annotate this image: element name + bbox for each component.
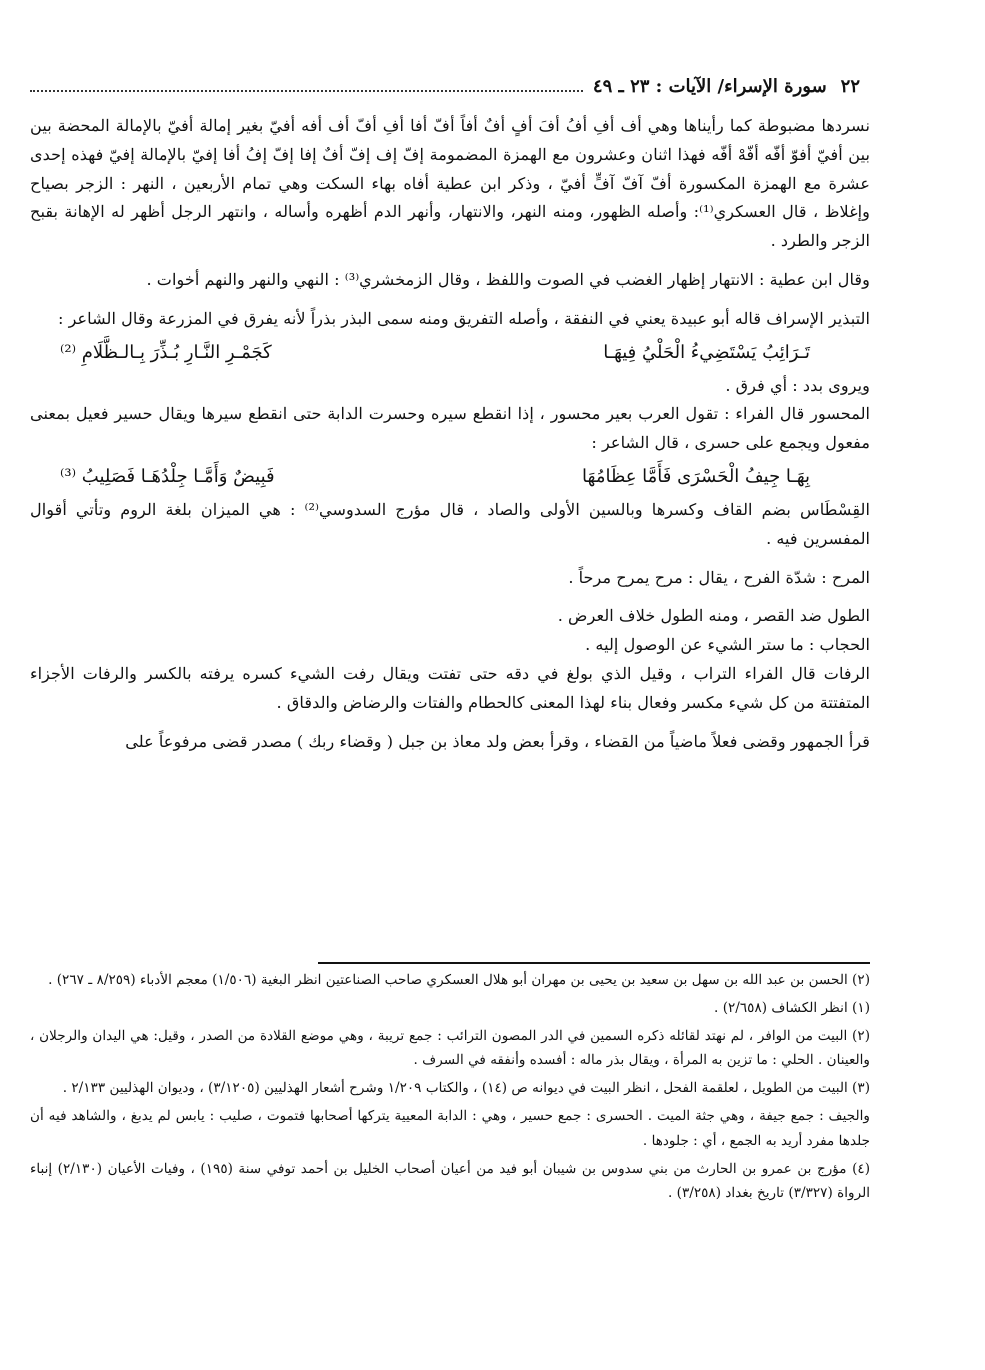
main-text <box>30 112 870 756</box>
poetry-verse <box>30 334 870 372</box>
paragraph: قرأ الجمهور وقضى فعلاً ماضياً من القضاء ، وقرأ بعض ولد معاذ بن جبل ( وقضاء ربك ) مصدر قضى مرفوعاً على <box>125 731 870 751</box>
footnote: (٣) البيت من الطويل ، لعلقمة الفحل ، انظر البيت في ديوانه ص (١٤) ، والكتاب ١/٢٠٩ وشرح أشعار الهذليين (٣/١٢٠٥) ، وديوان الهذليين ٢/١٣٣ . <box>62 1080 870 1097</box>
paragraph: الطول ضد القصر ، ومنه الطول خلاف العرض . <box>557 606 870 626</box>
paragraph: الرفات قال الفراء التراب ، وقيل الذي بولغ في دقه حتى تفتت ويقال رفت الشيء كسره يرفته بالكسر والرفات الأجزاء المتفتتة من كل شيء مكسر وفعال بناء لهذا المعنى كالحطام والفتات والرضاض والدقاق . <box>30 663 870 712</box>
footnote: (٢) الحسن بن عبد الله بن سهل بن سعيد بن يحيى بن مهران أبو هلال العسكري صاحب الصناعتين انظر البغية (١/٥٠٦) معجم الأدباء (٨/٢٥٩ ـ ٢٦٧) . <box>48 972 870 988</box>
page-number: ٢٢ <box>840 75 860 97</box>
footnote: (٢) البيت من الوافر ، لم نهتد لقائله ذكره السمين في الدر المصون الترائب : جمع تريبة ، وهي موضع القلادة من الصدر ، وقيل: هي اليدان والرجلان ، والعينان . الحلي : ما تزين به المرأة ، ويقال بذر ماله : أفسده وأنفقه في السرف . <box>30 1027 870 1069</box>
running-title: سورة الإسراء/ الآيات : ٢٣ ـ ٤٩ <box>592 75 827 97</box>
paragraph: التبذير الإسراف قاله أبو عبيدة يعني في النفقة ، وأصله التفريق ومنه سمى البذر بذراً لأنه يفرق في المزرعة وقال الشاعر : <box>57 308 870 328</box>
verse-first-hemistich: بِهَـا جِيفُ الْحَسْرَى فَأَمَّا عِظَامُهَا <box>582 465 810 487</box>
paragraph: ويروى بدد : أي فرق . <box>725 375 870 395</box>
paragraph: المرح : شدّة الفرح ، يقال : مرح يمرح مرحاً . <box>568 567 870 587</box>
paragraph: القِسْطَاس بضم القاف وكسرها وبالسين الأولى والصاد ، قال مؤرج السدوسي⁽²⁾ : هي الميزان بلغة الروم وتأتي أقوال المفسرين فيه . <box>30 499 870 548</box>
verse-second-hemistich: كَجَمْـرِ النَّـارِ بُـذِّرَ بِـالـظَّلَامِ ⁽²⁾ <box>60 341 272 363</box>
paragraph: الحجاب : ما ستر الشيء عن الوصول إليه . <box>585 635 870 655</box>
header-leader-dots <box>30 80 583 92</box>
page-header <box>20 70 860 102</box>
footnote: (١) انظر الكشاف (٢/٦٥٨) . <box>714 999 870 1016</box>
verse-second-hemistich: فَبِيضٌ وَأَمَّـا جِلْدُهَـا فَصَلِيبُ ⁽³⁾ <box>60 465 275 487</box>
verse-first-hemistich: تَـرَائِبُ يَسْتَضِيءُ الْحَلْيُ فِيهَـا <box>603 341 810 363</box>
footnotes <box>30 968 870 1209</box>
paragraph: وقال ابن عطية : الانتهار إظهار الغضب في الصوت واللفظ ، وقال الزمخشري⁽³⁾ : النهي والنهر والنهم أخوات . <box>146 269 870 289</box>
footnote-separator <box>318 962 870 964</box>
footnote: والجيف : جمع جيفة ، وهي جثة الميت . الحسرى : جمع حسير ، وهي : الدابة المعيية يتركها أصحابها فتموت ، صليب : يابس لم يدبغ ، والشاهد فيه أن جلدها مفرد أريد به الجمع ، أي : جلودها . <box>30 1107 870 1149</box>
paragraph: نسردها مضبوطة كما رأيناها وهي أف أفِ أفُ أفَ أفٍ أفٌ أفاً أفّ أفا أفِ أفّ أف أفه أفيّ بغير إمالة أفيّ بالإمالة المحضة بين بين أفيّ أفوّ أفّه أفّهْ أفّه فهذا اثنان وعشرون مع الهمزة المضمومة إفّ إف إفّ أفٌ إفا إفّ إفُ أفا إفيّ بالإمالة إفيّ فهذه إحدى عشرة مع الهمزة المكسورة أفّ آفّ آفٍّ أفيّ ، وذكر ابن عطية أفاه بهاء السكت وهي تمام الأربعين ، النهر : الزجر بصياح وإغلاظ ، قال العسكري⁽¹⁾: وأصله الظهور، ومنه النهر، والانتهار، وأنهر الدم أظهره وأساله ، وانتهر الرجل أظهر له الإهانة بقبح الزجر والطرد . <box>30 116 870 251</box>
paragraph: المحسور قال الفراء : تقول العرب بعير محسور ، إذا انقطع سيره وحسرت الدابة حتى انقطع سيرها ويقال حسير فعيل بمعنى مفعول ويجمع على حسرى ، قال الشاعر : <box>30 404 870 453</box>
poetry-verse <box>30 458 870 496</box>
footnote: (٤) مؤرج بن عمرو بن الحارث من بني سدوس بن شيبان أبو فيد من أعيان أصحاب الخليل بن أحمد توفي سنة (١٩٥) ، وفيات الأعيان (٢/١٣٠) إنباء الرواة (٣/٣٢٧) تاريخ بغداد (٣/٢٥٨) . <box>30 1160 871 1202</box>
